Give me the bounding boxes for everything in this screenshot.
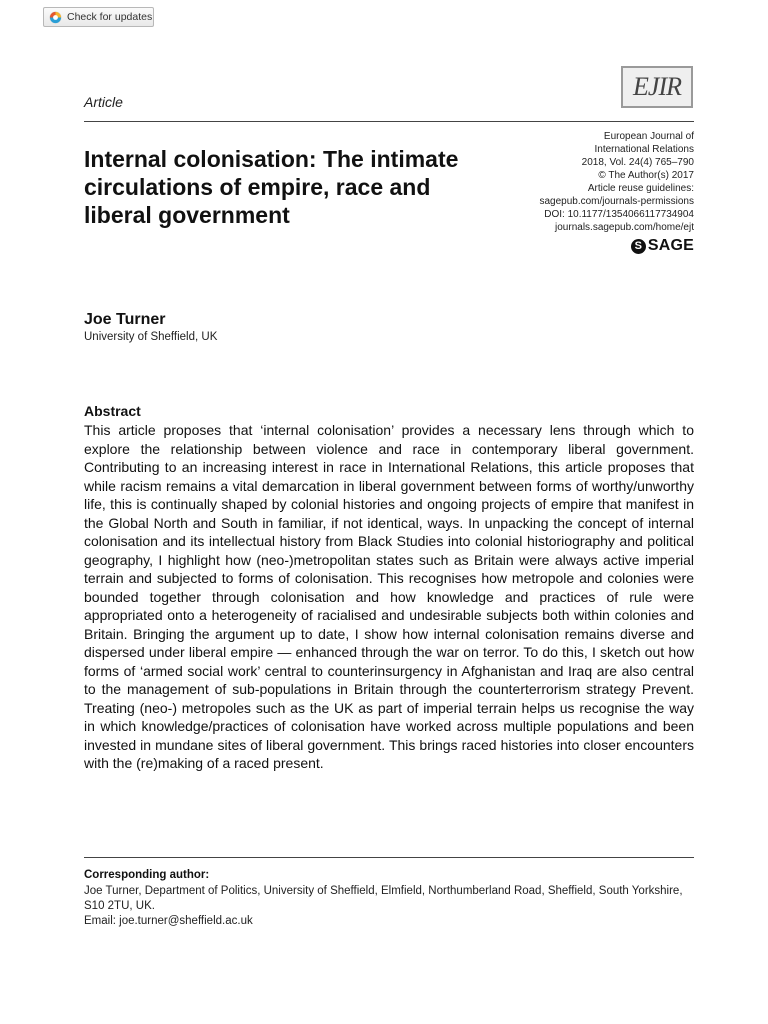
journal-info-line: Article reuse guidelines: [587,183,694,194]
article-type-label: Article [84,94,123,110]
abstract-heading: Abstract [84,403,141,419]
header-rule [84,121,694,122]
journal-info-line[interactable]: DOI: 10.1177/1354066117734904 [544,209,694,220]
publisher-name: SAGE [647,237,694,254]
author-name: Joe Turner [84,311,166,328]
publisher-logo [631,237,694,255]
abstract-text: This article proposes that ‘internal colonisation’ provides a necessary lens through which to explore the relationship between violence and race in contemporary liberal government. Contributing to an increasing interest in race in International Relations, this article proposes that while racism remains a vital demarcation in liberal government between forms of worthy/unworthy life, this is continually shaped by colonial histories and ongoing projects of empire that manifest in the Global North and South in familiar, if not identical, ways. In unpacking the concept of internal colonisation and its intellectual history from Black Studies into colonial historiography and political geography, I highlight how (neo-)metropolitan states such as Britain were always active imperial terrain and subjected to forms of colonisation. This recognises how metropole and colonies were bounded together through colonisation and how knowledge and practices of rule were appropriated onto a heterogeneity of racialised and undesirable subjects both within colonies and Britain. Bringing the argument up to date, I show how internal colonisation remains diverse and dispersed under liberal empire — enhanced through the war on terror. To do this, I sketch out how forms of ‘armed social work’ central to counterinsurgency in Afghanistan and Iraq are also central to the management of sub-populations in Britain through the counterterrorism strategy Prevent. Treating (neo-) metropoles such as the UK as part of imperial terrain helps us recognise the way in which knowledge/practices of colonisation have worked across multiple populations and been invested in mundane sites of liberal government. This brings raced histories into closer encounters with the (re)making of a raced present. [84,422,694,771]
journal-info-line[interactable]: journals.sagepub.com/home/ejt [555,222,694,233]
journal-info-line: © The Author(s) 2017 [598,170,694,181]
journal-info-line[interactable]: sagepub.com/journals-permissions [539,196,694,207]
corresponding-author-address: Joe Turner, Department of Politics, University of Sheffield, Elmfield, Northumberland Road, Sheffield, South Yorkshire, S10 2TU, UK. [84,885,683,912]
sage-mark-icon: S [631,239,646,254]
check-for-updates-label: Check for updates [67,11,153,23]
footnote-rule [84,857,694,858]
article-title: Internal colonisation: The intimate circulations of empire, race and liberal government [84,146,459,228]
corresponding-author-email[interactable]: Email: joe.turner@sheffield.ac.uk [84,915,253,927]
author-affiliation: University of Sheffield, UK [84,331,218,343]
journal-info-line: 2018, Vol. 24(4) 765–790 [581,157,694,168]
corresponding-author-heading: Corresponding author: [84,869,210,881]
journal-info [539,130,694,234]
check-for-updates-badge[interactable] [43,7,154,27]
journal-info-line: European Journal of [603,131,694,142]
crossmark-icon [49,11,62,24]
journal-info-line: International Relations [594,144,694,155]
journal-logo: EJIR [621,66,693,108]
